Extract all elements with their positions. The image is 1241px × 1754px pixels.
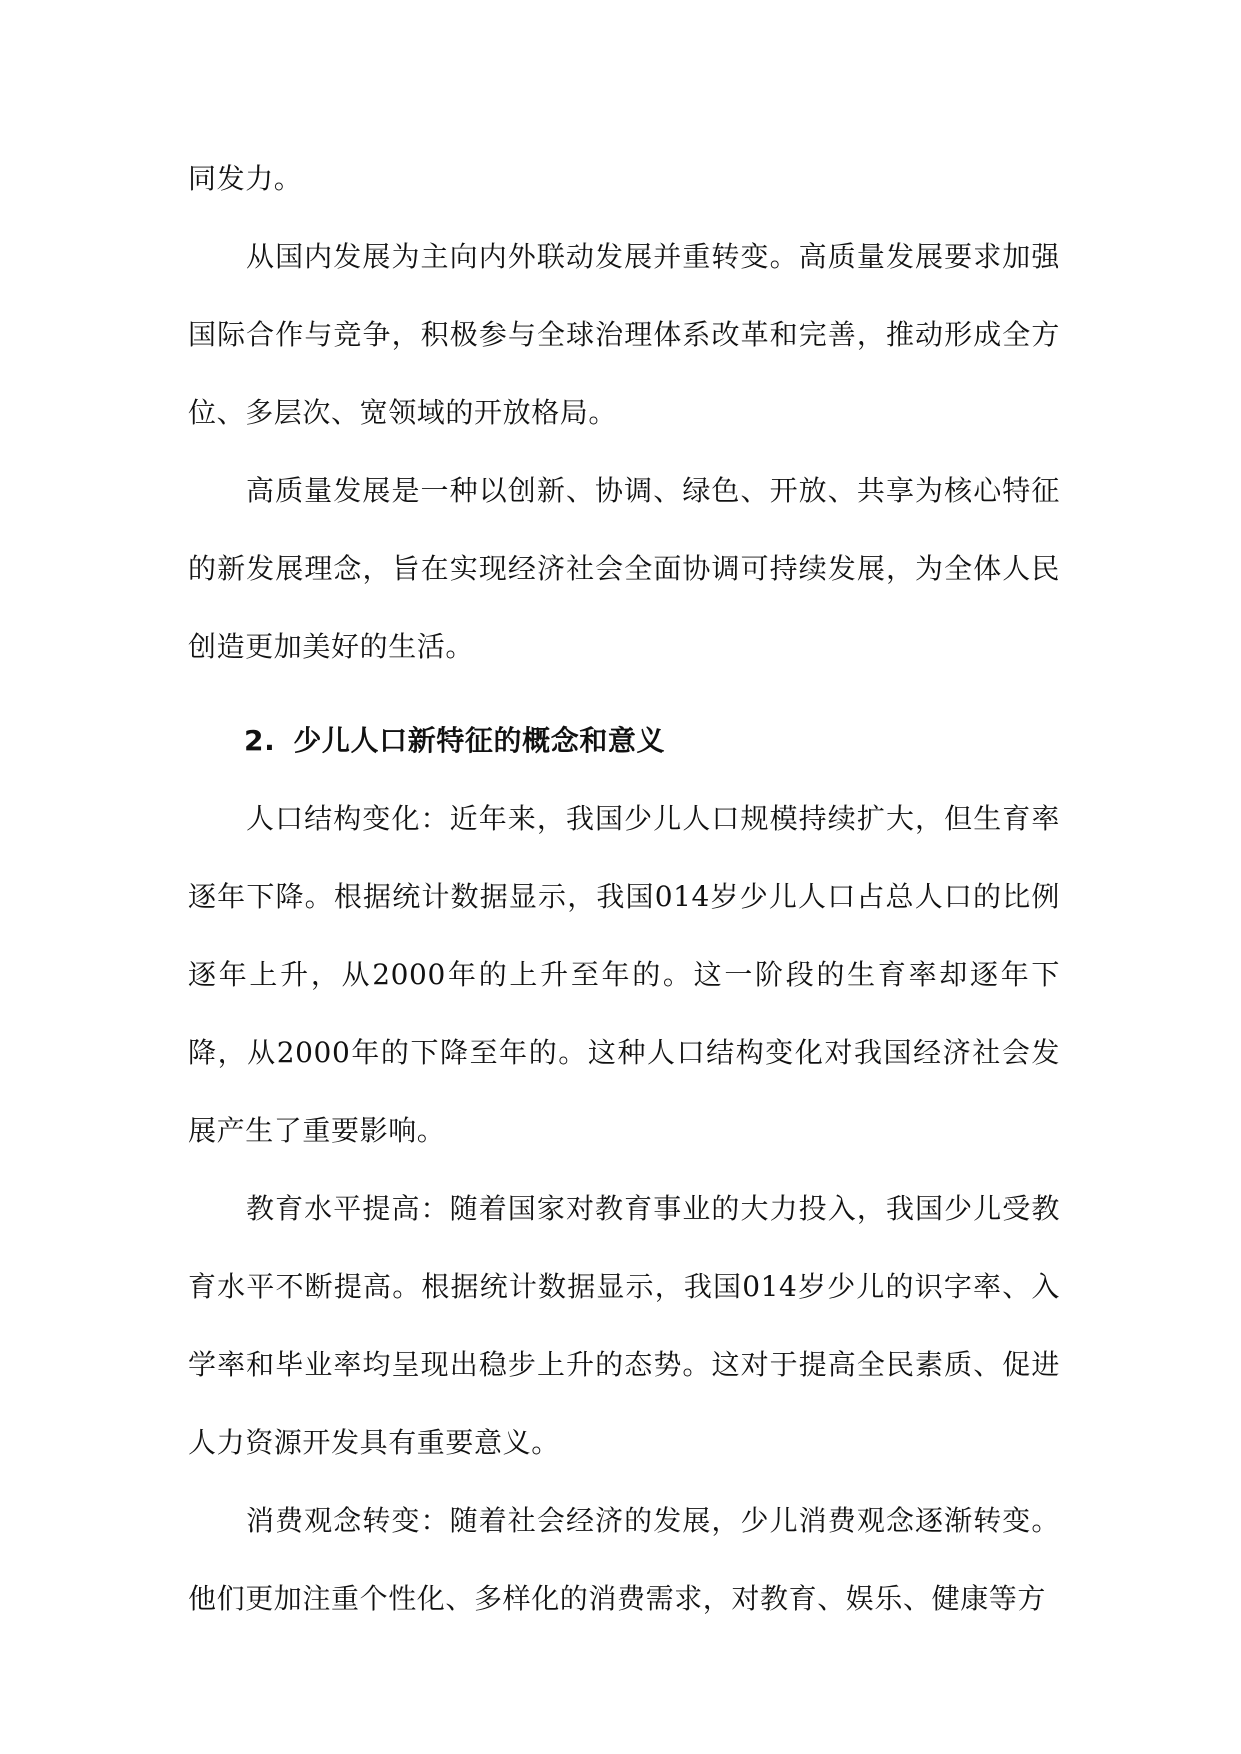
paragraph-consumption-concept: 消费观念转变：随着社会经济的发展，少儿消费观念逐渐转变。他们更加注重个性化、多样化的消费需求，对教育、娱乐、健康等方: [188, 1504, 1060, 1615]
section-heading: [188, 702, 1060, 780]
document-body: [188, 140, 1060, 1638]
paragraph-population-structure: 人口结构变化：近年来，我国少儿人口规模持续扩大，但生育率逐年下降。根据统计数据显示，我国014岁少儿人口占总人口的比例逐年上升，从2000年的上升至年的。这一阶段的生育率却逐年下降，从2000年的下降至年的。这种人口结构变化对我国经济社会发展产生了重要影响。: [188, 802, 1060, 1147]
paragraph-new-development-concept: 高质量发展是一种以创新、协调、绿色、开放、共享为核心特征的新发展理念，旨在实现经济社会全面协调可持续发展，为全体人民创造更加美好的生活。: [188, 474, 1060, 663]
paragraph-continuation: 同发力。: [188, 162, 303, 195]
paragraph-education-level: 教育水平提高：随着国家对教育事业的大力投入，我国少儿受教育水平不断提高。根据统计数据显示，我国014岁少儿的识字率、入学率和毕业率均呈现出稳步上升的态势。这对于提高全民素质、促进人力资源开发具有重要意义。: [188, 1192, 1060, 1459]
section-number: 2.: [244, 724, 276, 757]
section-title: 少儿人口新特征的概念和意义: [293, 724, 666, 757]
paragraph-open-development: 从国内发展为主向内外联动发展并重转变。高质量发展要求加强国际合作与竞争，积极参与全球治理体系改革和完善，推动形成全方位、多层次、宽领域的开放格局。: [188, 240, 1060, 429]
